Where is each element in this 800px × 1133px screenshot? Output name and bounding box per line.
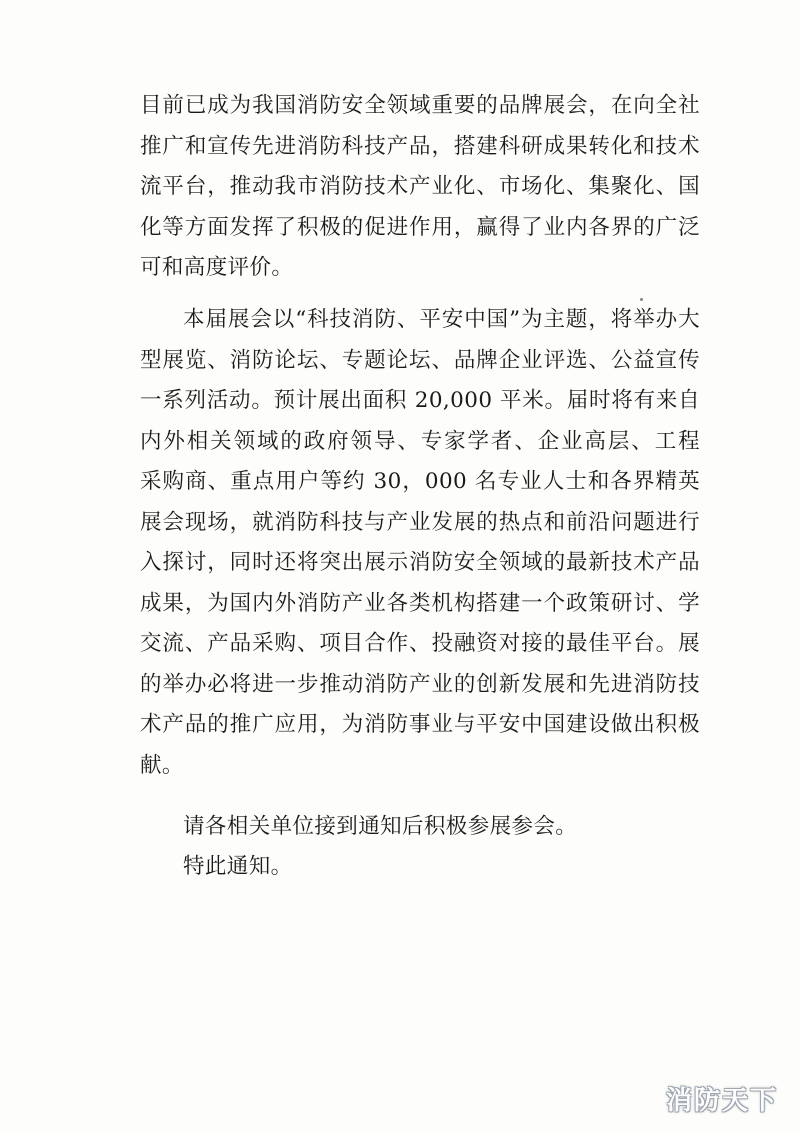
paragraph-1-line-3: 流平台，推动我市消防技术产业化、市场化、集聚化、国	[140, 174, 700, 199]
paragraph-2-line-1: 本届展会以“科技消防、平安中国”为主题，将举办大	[183, 307, 700, 332]
paragraph-3	[140, 807, 700, 848]
paragraph-2	[140, 300, 700, 786]
paragraph-1	[140, 86, 700, 289]
paragraph-4-line-1: 特此通知。	[183, 854, 293, 879]
paragraph-2-line-4: 内外相关领域的政府领导、专家学者、企业高层、工程	[140, 428, 700, 454]
paragraph-2-line-5: 采购商、重点用户等约 30，000 名专业人士和各界精英	[140, 469, 700, 494]
paragraph-2-line-7: 入探讨，同时还将突出展示消防安全领域的最新技术产品	[140, 550, 700, 575]
paragraph-2-line-6: 展会现场，就消防科技与产业发展的热点和前沿问题进行	[140, 509, 700, 535]
watermark-logo: 消防天下	[665, 1086, 778, 1116]
paragraph-3-line-1: 请各相关单位接到通知后积极参展参会。	[183, 814, 578, 839]
paragraph-2-line-12: 献。	[140, 752, 184, 778]
paragraph-2-line-3: 一系列活动。预计展出面积 20,000 平米。届时将有来自	[140, 388, 700, 413]
scan-speck	[640, 298, 643, 301]
paragraph-4	[140, 847, 700, 888]
paragraph-2-line-8: 成果，为国内外消防产业各类机构搭建一个政策研讨、学	[140, 590, 700, 616]
paragraph-1-line-5: 可和高度评价。	[140, 255, 294, 280]
paragraph-1-line-4: 化等方面发挥了积极的促进作用，赢得了业内各界的广泛	[140, 214, 700, 240]
paragraph-2-line-10: 的举办必将进一步推动消防产业的创新发展和先进消防技	[140, 671, 700, 697]
paragraph-1-line-2: 推广和宣传先进消防科技产品，搭建科研成果转化和技术	[140, 133, 700, 159]
paragraph-1-line-1: 目前已成为我国消防安全领域重要的品牌展会，在向全社	[140, 93, 700, 118]
paragraph-2-line-9: 交流、产品采购、项目合作、投融资对接的最佳平台。展	[140, 631, 700, 656]
paragraph-2-line-2: 型展览、消防论坛、专题论坛、品牌企业评选、公益宣传	[140, 347, 700, 373]
paragraph-2-line-11: 术产品的推广应用，为消防事业与平安中国建设做出积极	[140, 712, 700, 737]
